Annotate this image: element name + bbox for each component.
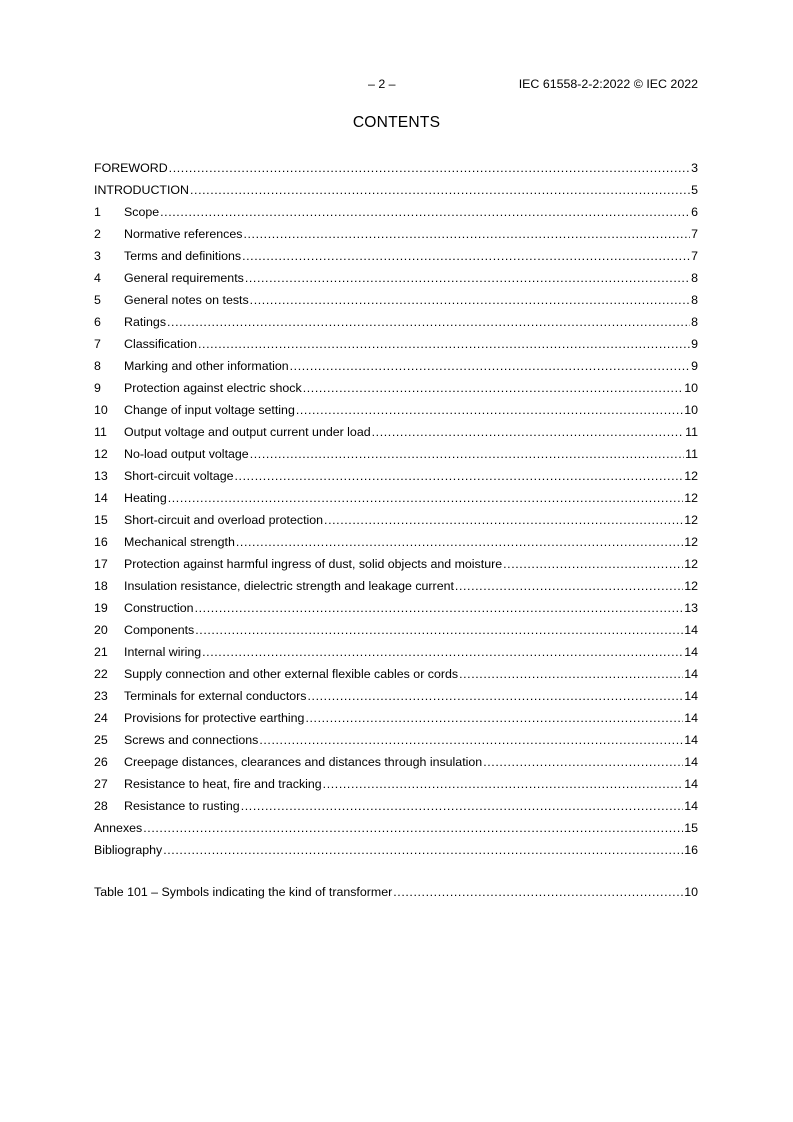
toc-entry-label: Short-circuit voltage [124, 469, 234, 483]
toc-entry-page: 7 [691, 227, 698, 241]
dot-leader [459, 663, 683, 685]
toc-entry-number: 10 [94, 403, 108, 417]
toc-entry[interactable] [94, 487, 698, 509]
toc-entry-page: 12 [684, 491, 698, 505]
page-title: CONTENTS [352, 114, 441, 131]
dot-leader [259, 729, 683, 751]
toc-entry-number: 14 [94, 491, 108, 505]
dot-leader [243, 223, 690, 245]
toc-entry-number: 21 [94, 645, 108, 659]
toc-entry-label: Resistance to rusting [124, 799, 240, 813]
toc-entry[interactable] [94, 685, 698, 707]
toc-entry[interactable] [94, 399, 698, 421]
toc-entry-label: FOREWORD [94, 161, 168, 175]
toc-entry-number: 4 [94, 271, 101, 285]
dot-leader [198, 333, 690, 355]
toc-entry-label: Insulation resistance, dielectric strength and leakage current [124, 579, 454, 593]
toc-entry-number: 1 [94, 205, 101, 219]
document-identifier: IEC 61558-2-2:2022 © IEC 2022 [518, 77, 698, 91]
toc-entry-number: 22 [94, 667, 108, 681]
toc-entry[interactable] [94, 817, 698, 839]
toc-entry-number: 26 [94, 755, 108, 769]
toc-entry-page: 14 [684, 667, 698, 681]
toc-entry[interactable] [94, 377, 698, 399]
toc-entry-label: Terms and definitions [124, 249, 242, 263]
dot-leader [202, 641, 683, 663]
toc-entry[interactable] [94, 333, 698, 355]
toc-entry-number: 18 [94, 579, 108, 593]
toc-entry-label: Normative references [124, 227, 243, 241]
toc-entry[interactable] [94, 443, 698, 465]
dot-leader [160, 201, 690, 223]
toc-entry[interactable] [94, 751, 698, 773]
toc-entry[interactable] [94, 597, 698, 619]
page-header [0, 77, 793, 93]
toc-entry-page: 8 [691, 293, 698, 307]
toc-entry[interactable] [94, 839, 698, 861]
toc-entry-page: 11 [685, 447, 698, 461]
toc-entry[interactable] [94, 553, 698, 575]
dot-leader [241, 795, 684, 817]
toc-entry-label: Annexes [94, 821, 143, 835]
toc-entry[interactable] [94, 707, 698, 729]
toc-entry-page: 14 [684, 755, 698, 769]
toc-entry-page: 14 [684, 689, 698, 703]
dot-leader [195, 597, 684, 619]
dot-leader [169, 157, 690, 179]
toc-entry-label: Components [124, 623, 195, 637]
toc-entry-label: Output voltage and output current under load [124, 425, 371, 439]
toc-entry-label: Internal wiring [124, 645, 202, 659]
toc-entry-number: 11 [94, 425, 107, 439]
dot-leader [393, 881, 683, 903]
toc-entry-page: 12 [684, 579, 698, 593]
toc-entry-page: 12 [684, 513, 698, 527]
dot-leader [163, 839, 683, 861]
toc-entry[interactable] [94, 773, 698, 795]
toc-entry-page: 14 [684, 799, 698, 813]
dot-leader [195, 619, 683, 641]
toc-entry-number: 16 [94, 535, 108, 549]
dot-leader [305, 707, 683, 729]
toc-entry[interactable] [94, 531, 698, 553]
toc-entry-number: 28 [94, 799, 108, 813]
dot-leader [250, 289, 690, 311]
toc-entry[interactable] [94, 223, 698, 245]
dot-leader [303, 377, 684, 399]
toc-entry[interactable] [94, 311, 698, 333]
dot-leader [242, 245, 690, 267]
toc-entry-page: 14 [684, 777, 698, 791]
toc-entry-number: 9 [94, 381, 101, 395]
toc-entry-page: 10 [684, 885, 698, 899]
toc-entry-label: Table 101 – Symbols indicating the kind of transformer [94, 885, 393, 899]
toc-entry-page: 14 [684, 623, 698, 637]
toc-entry-page: 7 [691, 249, 698, 263]
toc-entry[interactable] [94, 619, 698, 641]
dot-leader [308, 685, 684, 707]
dot-leader [235, 465, 684, 487]
toc-entry-page: 14 [684, 711, 698, 725]
toc-entry-number: 24 [94, 711, 108, 725]
toc-entry[interactable] [94, 201, 698, 223]
toc-entry[interactable] [94, 289, 698, 311]
toc-entry-number: 2 [94, 227, 101, 241]
toc-entry-label: Provisions for protective earthing [124, 711, 305, 725]
toc-entry-page: 14 [684, 733, 698, 747]
dot-leader [372, 421, 685, 443]
toc-entry[interactable] [94, 795, 698, 817]
toc-entry-label: Creepage distances, clearances and distances through insulation [124, 755, 483, 769]
dot-leader [455, 575, 683, 597]
toc-entry-page: 3 [691, 161, 698, 175]
toc-entry-label: Short-circuit and overload protection [124, 513, 324, 527]
toc-entry-label: Supply connection and other external flexible cables or cords [124, 667, 459, 681]
toc-entry-page: 14 [684, 645, 698, 659]
list-of-tables [94, 881, 698, 903]
toc-entry[interactable] [94, 355, 698, 377]
toc-entry-label: Resistance to heat, fire and tracking [124, 777, 322, 791]
toc-entry[interactable] [94, 267, 698, 289]
toc-entry-page: 11 [685, 425, 698, 439]
toc-entry[interactable] [94, 729, 698, 751]
toc-entry-label: Heating [124, 491, 167, 505]
toc-entry-number: 7 [94, 337, 101, 351]
toc-entry-label: Screws and connections [124, 733, 259, 747]
dot-leader [168, 487, 683, 509]
dot-leader [503, 553, 683, 575]
toc-entry-label: Construction [124, 601, 194, 615]
dot-leader [190, 179, 690, 201]
toc-entry-page: 12 [684, 469, 698, 483]
toc-entry[interactable] [94, 663, 698, 685]
toc-entry[interactable] [94, 421, 698, 443]
toc-entry-page: 10 [684, 381, 698, 395]
dot-leader [324, 509, 683, 531]
dot-leader [296, 399, 683, 421]
toc-entry-page: 15 [684, 821, 698, 835]
toc-entry-label: Scope [124, 205, 160, 219]
toc-entry[interactable] [94, 641, 698, 663]
dot-leader [323, 773, 684, 795]
table-list-entry[interactable] [94, 881, 698, 903]
toc-entry[interactable] [94, 157, 698, 179]
toc-entry-number: 23 [94, 689, 108, 703]
toc-entry-number: 6 [94, 315, 101, 329]
table-of-contents [94, 157, 698, 861]
dot-leader [245, 267, 690, 289]
toc-entry-label: Change of input voltage setting [124, 403, 295, 417]
toc-entry-page: 8 [691, 315, 698, 329]
toc-entry-number: 17 [94, 557, 108, 571]
toc-entry-number: 13 [94, 469, 108, 483]
toc-entry-number: 8 [94, 359, 101, 373]
toc-entry-number: 19 [94, 601, 108, 615]
toc-entry-page: 8 [691, 271, 698, 285]
toc-entry-page: 12 [684, 557, 698, 571]
toc-entry-label: General notes on tests [124, 293, 249, 307]
toc-entry-label: No-load output voltage [124, 447, 249, 461]
toc-entry-label: Classification [124, 337, 197, 351]
toc-entry-label: Protection against harmful ingress of dust, solid objects and moisture [124, 557, 503, 571]
toc-entry-number: 15 [94, 513, 108, 527]
toc-entry-number: 20 [94, 623, 108, 637]
toc-entry-label: Marking and other information [124, 359, 289, 373]
dot-leader [236, 531, 683, 553]
toc-entry-label: Mechanical strength [124, 535, 235, 549]
toc-entry-page: 10 [684, 403, 698, 417]
toc-entry-page: 9 [691, 359, 698, 373]
toc-entry-page: 5 [691, 183, 698, 197]
toc-entry[interactable] [94, 465, 698, 487]
toc-entry[interactable] [94, 509, 698, 531]
toc-entry[interactable] [94, 575, 698, 597]
dot-leader [290, 355, 690, 377]
toc-entry-label: Ratings [124, 315, 167, 329]
toc-entry-page: 13 [684, 601, 698, 615]
toc-entry[interactable] [94, 245, 698, 267]
toc-entry-label: INTRODUCTION [94, 183, 189, 197]
toc-entry-number: 12 [94, 447, 108, 461]
toc-entry-label: General requirements [124, 271, 244, 285]
toc-entry-page: 9 [691, 337, 698, 351]
dot-leader [483, 751, 683, 773]
toc-entry-number: 27 [94, 777, 108, 791]
toc-entry[interactable] [94, 179, 698, 201]
toc-entry-page: 16 [684, 843, 698, 857]
toc-entry-label: Terminals for external conductors [124, 689, 307, 703]
dot-leader [143, 817, 683, 839]
dot-leader [167, 311, 690, 333]
toc-entry-number: 3 [94, 249, 101, 263]
toc-entry-page: 12 [684, 535, 698, 549]
page-number: – 2 – [368, 77, 396, 91]
toc-entry-label: Bibliography [94, 843, 163, 857]
toc-entry-label: Protection against electric shock [124, 381, 302, 395]
toc-entry-number: 25 [94, 733, 108, 747]
toc-entry-number: 5 [94, 293, 101, 307]
toc-entry-page: 6 [691, 205, 698, 219]
dot-leader [250, 443, 684, 465]
